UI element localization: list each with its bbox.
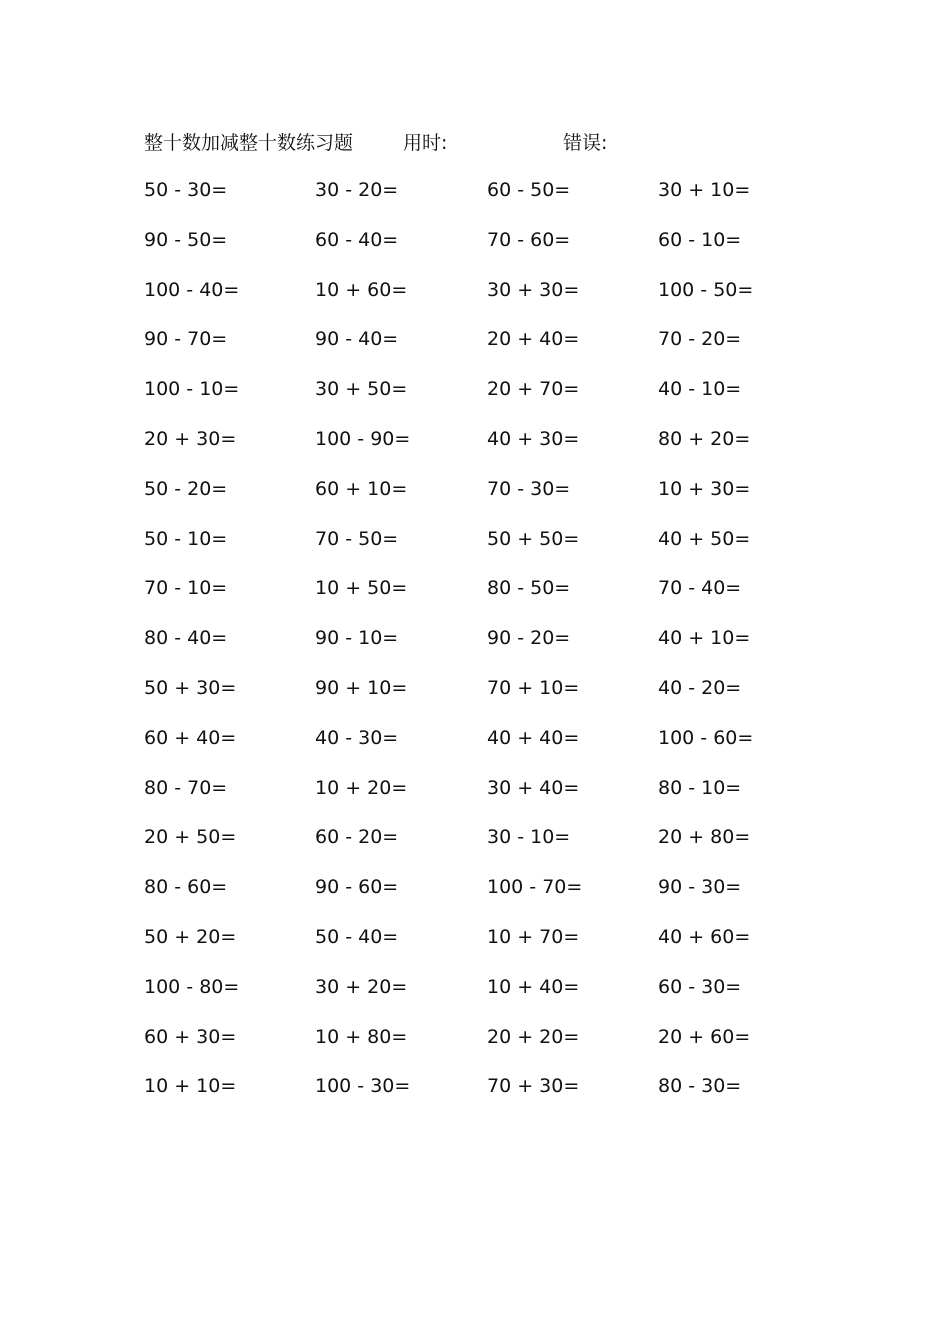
problem-item: 30 - 10= <box>487 826 571 849</box>
problem-row <box>0 1023 950 1073</box>
problem-item: 90 - 40= <box>315 328 399 351</box>
problem-item: 70 - 50= <box>315 527 399 550</box>
problem-item: 50 + 20= <box>144 925 237 948</box>
problem-item: 90 + 10= <box>315 676 408 699</box>
problem-item: 10 + 80= <box>315 1025 408 1048</box>
problem-item: 90 - 50= <box>144 228 228 251</box>
problem-item: 50 + 50= <box>487 527 580 550</box>
problem-item: 90 - 60= <box>315 876 399 899</box>
problem-item: 10 + 10= <box>144 1075 237 1098</box>
problem-row <box>0 226 950 276</box>
problem-item: 70 + 10= <box>487 676 580 699</box>
problem-item: 10 + 70= <box>487 925 580 948</box>
problem-item: 40 - 20= <box>658 676 742 699</box>
problem-item: 60 - 40= <box>315 228 399 251</box>
problem-item: 30 + 50= <box>315 378 408 401</box>
problem-item: 60 - 20= <box>315 826 399 849</box>
problem-item: 50 - 10= <box>144 527 228 550</box>
problem-item: 60 + 40= <box>144 726 237 749</box>
problem-item: 20 + 40= <box>487 328 580 351</box>
problem-item: 70 - 30= <box>487 477 571 500</box>
problem-item: 30 + 30= <box>487 278 580 301</box>
problem-item: 30 - 20= <box>315 179 399 201</box>
problem-item: 70 - 20= <box>658 328 742 351</box>
problem-item: 40 + 10= <box>658 627 751 650</box>
problem-row <box>0 375 950 425</box>
problem-row <box>0 724 950 774</box>
problem-row <box>0 624 950 674</box>
problem-item: 90 - 70= <box>144 328 228 351</box>
problem-item: 60 + 10= <box>315 477 408 500</box>
problem-item: 40 - 30= <box>315 726 399 749</box>
problem-item: 20 + 20= <box>487 1025 580 1048</box>
problem-item: 50 - 20= <box>144 477 228 500</box>
problem-item: 70 + 30= <box>487 1075 580 1098</box>
problem-item: 80 - 30= <box>658 1075 742 1098</box>
problem-item: 80 - 70= <box>144 776 228 799</box>
problem-item: 40 + 40= <box>487 726 580 749</box>
problem-item: 100 - 50= <box>658 278 754 301</box>
problem-item: 90 - 20= <box>487 627 571 650</box>
problem-item: 50 + 30= <box>144 676 237 699</box>
problem-item: 80 - 50= <box>487 577 571 600</box>
worksheet-title: 整十数加减整十数练习题 <box>144 132 354 154</box>
problem-item: 10 + 20= <box>315 776 408 799</box>
errors-label: 错误: <box>563 132 608 154</box>
problem-item: 20 + 60= <box>658 1025 751 1048</box>
problem-row <box>0 176 950 226</box>
problem-item: 90 - 30= <box>658 876 742 899</box>
problem-item: 30 + 20= <box>315 975 408 998</box>
problem-item: 100 - 30= <box>315 1075 411 1098</box>
problem-item: 70 - 60= <box>487 228 571 251</box>
problem-item: 20 + 70= <box>487 378 580 401</box>
problem-item: 20 + 80= <box>658 826 751 849</box>
problem-item: 50 - 40= <box>315 925 399 948</box>
problem-row <box>0 425 950 475</box>
problem-row <box>0 774 950 824</box>
problem-item: 30 + 10= <box>658 179 751 201</box>
problem-item: 40 + 60= <box>658 925 751 948</box>
problem-item: 50 - 30= <box>144 179 228 201</box>
problem-item: 90 - 10= <box>315 627 399 650</box>
problem-item: 10 + 40= <box>487 975 580 998</box>
problem-item: 20 + 30= <box>144 427 237 450</box>
problem-item: 100 - 60= <box>658 726 754 749</box>
problem-item: 40 - 10= <box>658 378 742 401</box>
problem-item: 10 + 50= <box>315 577 408 600</box>
problem-row <box>0 475 950 525</box>
problem-row <box>0 674 950 724</box>
time-label: 用时: <box>403 132 448 154</box>
problem-row <box>0 574 950 624</box>
problem-row <box>0 325 950 375</box>
problem-item: 100 - 70= <box>487 876 583 899</box>
problem-item: 40 + 50= <box>658 527 751 550</box>
problem-item: 100 - 90= <box>315 427 411 450</box>
problem-item: 60 - 50= <box>487 179 571 201</box>
problem-item: 70 - 40= <box>658 577 742 600</box>
problem-item: 70 - 10= <box>144 577 228 600</box>
worksheet-header <box>0 128 950 156</box>
problem-item: 60 + 30= <box>144 1025 237 1048</box>
problem-item: 20 + 50= <box>144 826 237 849</box>
problem-item: 30 + 40= <box>487 776 580 799</box>
problem-item: 100 - 80= <box>144 975 240 998</box>
problem-item: 10 + 60= <box>315 278 408 301</box>
problem-grid <box>0 176 950 1122</box>
problem-item: 10 + 30= <box>658 477 751 500</box>
problem-row <box>0 973 950 1023</box>
problem-item: 60 - 30= <box>658 975 742 998</box>
problem-item: 60 - 10= <box>658 228 742 251</box>
problem-item: 100 - 40= <box>144 278 240 301</box>
problem-row <box>0 923 950 973</box>
problem-row <box>0 525 950 575</box>
problem-row <box>0 1072 950 1122</box>
problem-item: 100 - 10= <box>144 378 240 401</box>
problem-item: 40 + 30= <box>487 427 580 450</box>
problem-row <box>0 823 950 873</box>
problem-item: 80 - 60= <box>144 876 228 899</box>
problem-row <box>0 276 950 326</box>
problem-item: 80 + 20= <box>658 427 751 450</box>
problem-item: 80 - 40= <box>144 627 228 650</box>
problem-item: 80 - 10= <box>658 776 742 799</box>
problem-row <box>0 873 950 923</box>
